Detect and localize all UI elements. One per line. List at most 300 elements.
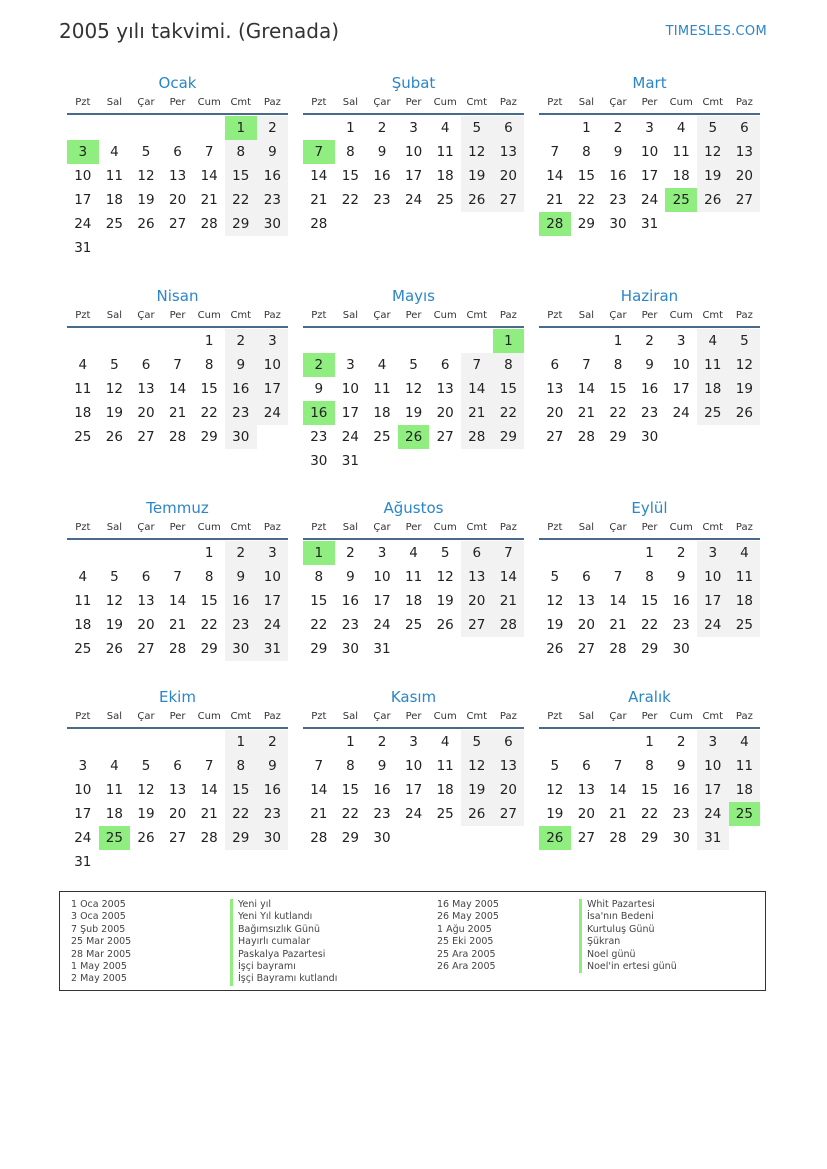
- day-cell[interactable]: 22: [640, 617, 659, 633]
- day-cell[interactable]: 8: [346, 758, 355, 774]
- day-cell[interactable]: 17: [640, 168, 659, 184]
- day-cell[interactable]: 13: [168, 168, 187, 184]
- day-cell[interactable]: 23: [310, 429, 328, 445]
- day-cell[interactable]: 7: [613, 758, 623, 774]
- day-cell[interactable]: 19: [105, 617, 123, 633]
- day-cell[interactable]: 11: [105, 782, 123, 798]
- day-cell[interactable]: 19: [436, 593, 454, 609]
- day-cell[interactable]: 7: [173, 357, 182, 373]
- day-cell[interactable]: 12: [697, 140, 729, 164]
- day-cell[interactable]: 31: [341, 453, 359, 469]
- day-cell[interactable]: 27: [577, 641, 595, 657]
- day-cell[interactable]: 25: [436, 806, 454, 822]
- day-cell[interactable]: 2: [645, 333, 654, 349]
- day-cell[interactable]: 30: [225, 425, 257, 449]
- day-cell[interactable]: 26: [137, 216, 155, 232]
- holiday-day-cell[interactable]: 28: [539, 212, 571, 236]
- day-cell[interactable]: 5: [409, 357, 418, 373]
- day-cell[interactable]: 17: [697, 589, 729, 613]
- day-cell[interactable]: 5: [440, 545, 450, 561]
- day-cell[interactable]: 15: [341, 782, 359, 798]
- day-cell[interactable]: 24: [404, 806, 423, 822]
- day-cell[interactable]: 15: [341, 168, 359, 184]
- day-cell[interactable]: 14: [609, 782, 627, 798]
- day-cell[interactable]: 6: [461, 541, 493, 565]
- day-cell[interactable]: 1: [346, 120, 355, 136]
- day-cell[interactable]: 19: [404, 405, 423, 421]
- day-cell[interactable]: 22: [609, 405, 627, 421]
- day-cell[interactable]: 7: [204, 144, 214, 160]
- day-cell[interactable]: 6: [493, 730, 525, 754]
- day-cell[interactable]: 28: [168, 641, 187, 657]
- day-cell[interactable]: 30: [257, 212, 289, 236]
- day-cell[interactable]: 10: [404, 758, 423, 774]
- day-cell[interactable]: 22: [200, 405, 218, 421]
- day-cell[interactable]: 23: [672, 617, 690, 633]
- day-cell[interactable]: 3: [409, 734, 418, 750]
- day-cell[interactable]: 29: [640, 830, 659, 846]
- day-cell[interactable]: 8: [493, 353, 525, 377]
- day-cell[interactable]: 18: [436, 782, 454, 798]
- day-cell[interactable]: 26: [729, 401, 761, 425]
- day-cell[interactable]: 20: [461, 589, 493, 613]
- day-cell[interactable]: 21: [577, 405, 595, 421]
- day-cell[interactable]: 16: [609, 168, 627, 184]
- day-cell[interactable]: 24: [640, 192, 659, 208]
- day-cell[interactable]: 8: [204, 569, 214, 585]
- day-cell[interactable]: 7: [173, 569, 182, 585]
- day-cell[interactable]: 20: [168, 192, 187, 208]
- day-cell[interactable]: 15: [225, 164, 257, 188]
- day-cell[interactable]: 20: [577, 806, 595, 822]
- day-cell[interactable]: 17: [74, 192, 92, 208]
- day-cell[interactable]: 9: [377, 144, 387, 160]
- day-cell[interactable]: 16: [225, 377, 257, 401]
- day-cell[interactable]: 15: [640, 593, 659, 609]
- day-cell[interactable]: 29: [225, 826, 257, 850]
- day-cell[interactable]: 12: [137, 782, 155, 798]
- day-cell[interactable]: 31: [640, 216, 659, 232]
- day-cell[interactable]: 26: [461, 802, 493, 826]
- holiday-day-cell[interactable]: 16: [303, 401, 335, 425]
- day-cell[interactable]: 20: [493, 164, 525, 188]
- day-cell[interactable]: 19: [137, 192, 155, 208]
- day-cell[interactable]: 21: [609, 617, 627, 633]
- day-cell[interactable]: 30: [257, 826, 289, 850]
- day-cell[interactable]: 21: [461, 401, 493, 425]
- day-cell[interactable]: 26: [461, 188, 493, 212]
- day-cell[interactable]: 23: [257, 188, 289, 212]
- day-cell[interactable]: 27: [168, 830, 187, 846]
- day-cell[interactable]: 4: [78, 357, 88, 373]
- day-cell[interactable]: 21: [168, 405, 187, 421]
- holiday-day-cell[interactable]: 25: [99, 826, 131, 850]
- day-cell[interactable]: 26: [137, 830, 155, 846]
- day-cell[interactable]: 9: [645, 357, 654, 373]
- day-cell[interactable]: 9: [314, 381, 324, 397]
- day-cell[interactable]: 6: [493, 116, 525, 140]
- day-cell[interactable]: 8: [645, 569, 654, 585]
- day-cell[interactable]: 27: [137, 429, 155, 445]
- holiday-day-cell[interactable]: 1: [493, 329, 525, 353]
- day-cell[interactable]: 18: [404, 593, 423, 609]
- day-cell[interactable]: 2: [676, 734, 686, 750]
- day-cell[interactable]: 14: [310, 782, 328, 798]
- day-cell[interactable]: 10: [404, 144, 423, 160]
- day-cell[interactable]: 10: [672, 357, 690, 373]
- day-cell[interactable]: 13: [436, 381, 454, 397]
- day-cell[interactable]: 3: [409, 120, 418, 136]
- day-cell[interactable]: 15: [200, 593, 218, 609]
- day-cell[interactable]: 25: [697, 401, 729, 425]
- day-cell[interactable]: 28: [461, 425, 493, 449]
- day-cell[interactable]: 12: [105, 381, 123, 397]
- day-cell[interactable]: 3: [697, 541, 729, 565]
- day-cell[interactable]: 23: [373, 192, 391, 208]
- day-cell[interactable]: 1: [204, 333, 214, 349]
- day-cell[interactable]: 27: [461, 613, 493, 637]
- day-cell[interactable]: 2: [225, 541, 257, 565]
- day-cell[interactable]: 22: [640, 806, 659, 822]
- day-cell[interactable]: 30: [672, 641, 690, 657]
- day-cell[interactable]: 31: [373, 641, 391, 657]
- day-cell[interactable]: 14: [461, 377, 493, 401]
- day-cell[interactable]: 9: [676, 569, 686, 585]
- day-cell[interactable]: 8: [225, 140, 257, 164]
- day-cell[interactable]: 8: [314, 569, 324, 585]
- day-cell[interactable]: 11: [697, 353, 729, 377]
- day-cell[interactable]: 27: [493, 802, 525, 826]
- day-cell[interactable]: 5: [550, 569, 560, 585]
- day-cell[interactable]: 7: [204, 758, 214, 774]
- day-cell[interactable]: 24: [373, 617, 391, 633]
- day-cell[interactable]: 22: [200, 617, 218, 633]
- day-cell[interactable]: 15: [577, 168, 595, 184]
- day-cell[interactable]: 24: [74, 830, 92, 846]
- day-cell[interactable]: 10: [74, 782, 92, 798]
- day-cell[interactable]: 10: [640, 144, 659, 160]
- day-cell[interactable]: 20: [137, 617, 155, 633]
- day-cell[interactable]: 14: [200, 168, 218, 184]
- day-cell[interactable]: 14: [577, 381, 595, 397]
- day-cell[interactable]: 28: [609, 641, 627, 657]
- day-cell[interactable]: 23: [373, 806, 391, 822]
- day-cell[interactable]: 12: [137, 168, 155, 184]
- day-cell[interactable]: 17: [672, 381, 690, 397]
- day-cell[interactable]: 25: [105, 216, 123, 232]
- day-cell[interactable]: 3: [676, 333, 686, 349]
- holiday-day-cell[interactable]: 1: [225, 116, 257, 140]
- day-cell[interactable]: 22: [310, 617, 328, 633]
- day-cell[interactable]: 18: [729, 589, 761, 613]
- day-cell[interactable]: 6: [550, 357, 560, 373]
- holiday-day-cell[interactable]: 25: [729, 802, 761, 826]
- day-cell[interactable]: 10: [74, 168, 92, 184]
- day-cell[interactable]: 23: [640, 405, 659, 421]
- day-cell[interactable]: 4: [440, 120, 450, 136]
- day-cell[interactable]: 13: [137, 381, 155, 397]
- day-cell[interactable]: 11: [373, 381, 391, 397]
- day-cell[interactable]: 21: [310, 806, 328, 822]
- day-cell[interactable]: 29: [200, 429, 218, 445]
- day-cell[interactable]: 29: [609, 429, 627, 445]
- day-cell[interactable]: 4: [440, 734, 450, 750]
- day-cell[interactable]: 14: [546, 168, 564, 184]
- day-cell[interactable]: 17: [404, 168, 423, 184]
- day-cell[interactable]: 26: [436, 617, 454, 633]
- day-cell[interactable]: 31: [74, 240, 92, 256]
- day-cell[interactable]: 12: [546, 593, 564, 609]
- day-cell[interactable]: 1: [645, 545, 654, 561]
- day-cell[interactable]: 4: [110, 144, 119, 160]
- day-cell[interactable]: 25: [74, 429, 92, 445]
- day-cell[interactable]: 3: [645, 120, 654, 136]
- day-cell[interactable]: 23: [609, 192, 627, 208]
- day-cell[interactable]: 22: [225, 188, 257, 212]
- day-cell[interactable]: 13: [729, 140, 761, 164]
- day-cell[interactable]: 6: [141, 357, 151, 373]
- day-cell[interactable]: 4: [729, 730, 761, 754]
- day-cell[interactable]: 25: [436, 192, 454, 208]
- day-cell[interactable]: 1: [225, 730, 257, 754]
- day-cell[interactable]: 7: [613, 569, 623, 585]
- day-cell[interactable]: 22: [577, 192, 595, 208]
- day-cell[interactable]: 14: [200, 782, 218, 798]
- day-cell[interactable]: 16: [225, 589, 257, 613]
- day-cell[interactable]: 27: [137, 641, 155, 657]
- day-cell[interactable]: 30: [225, 637, 257, 661]
- day-cell[interactable]: 26: [546, 641, 564, 657]
- day-cell[interactable]: 16: [373, 782, 391, 798]
- day-cell[interactable]: 12: [105, 593, 123, 609]
- day-cell[interactable]: 2: [257, 116, 289, 140]
- day-cell[interactable]: 28: [200, 216, 218, 232]
- day-cell[interactable]: 12: [461, 754, 493, 778]
- day-cell[interactable]: 5: [110, 357, 119, 373]
- day-cell[interactable]: 28: [200, 830, 218, 846]
- day-cell[interactable]: 23: [225, 401, 257, 425]
- day-cell[interactable]: 13: [577, 782, 595, 798]
- day-cell[interactable]: 10: [697, 754, 729, 778]
- day-cell[interactable]: 23: [341, 617, 359, 633]
- day-cell[interactable]: 14: [609, 593, 627, 609]
- day-cell[interactable]: 10: [257, 565, 289, 589]
- day-cell[interactable]: 29: [577, 216, 595, 232]
- day-cell[interactable]: 12: [436, 569, 454, 585]
- day-cell[interactable]: 30: [341, 641, 359, 657]
- day-cell[interactable]: 25: [373, 429, 391, 445]
- day-cell[interactable]: 26: [105, 429, 123, 445]
- day-cell[interactable]: 30: [310, 453, 328, 469]
- day-cell[interactable]: 11: [404, 569, 423, 585]
- day-cell[interactable]: 18: [373, 405, 391, 421]
- day-cell[interactable]: 27: [436, 429, 454, 445]
- day-cell[interactable]: 9: [676, 758, 686, 774]
- day-cell[interactable]: 16: [373, 168, 391, 184]
- day-cell[interactable]: 11: [729, 565, 761, 589]
- day-cell[interactable]: 9: [257, 754, 289, 778]
- day-cell[interactable]: 16: [257, 164, 289, 188]
- day-cell[interactable]: 10: [373, 569, 391, 585]
- day-cell[interactable]: 9: [346, 569, 355, 585]
- day-cell[interactable]: 1: [645, 734, 654, 750]
- day-cell[interactable]: 18: [74, 405, 92, 421]
- day-cell[interactable]: 11: [74, 381, 92, 397]
- day-cell[interactable]: 7: [493, 541, 525, 565]
- day-cell[interactable]: 11: [672, 144, 690, 160]
- day-cell[interactable]: 22: [341, 192, 359, 208]
- day-cell[interactable]: 21: [546, 192, 564, 208]
- day-cell[interactable]: 6: [141, 569, 151, 585]
- day-cell[interactable]: 24: [257, 401, 289, 425]
- day-cell[interactable]: 5: [697, 116, 729, 140]
- day-cell[interactable]: 17: [74, 806, 92, 822]
- day-cell[interactable]: 6: [582, 758, 591, 774]
- day-cell[interactable]: 18: [729, 778, 761, 802]
- day-cell[interactable]: 2: [676, 545, 686, 561]
- day-cell[interactable]: 3: [78, 758, 88, 774]
- day-cell[interactable]: 17: [257, 589, 289, 613]
- day-cell[interactable]: 18: [672, 168, 690, 184]
- day-cell[interactable]: 27: [546, 429, 564, 445]
- day-cell[interactable]: 20: [168, 806, 187, 822]
- day-cell[interactable]: 18: [105, 192, 123, 208]
- day-cell[interactable]: 30: [672, 830, 690, 846]
- day-cell[interactable]: 5: [550, 758, 560, 774]
- holiday-day-cell[interactable]: 26: [539, 826, 571, 850]
- day-cell[interactable]: 8: [613, 357, 623, 373]
- day-cell[interactable]: 4: [676, 120, 686, 136]
- day-cell[interactable]: 19: [461, 778, 493, 802]
- day-cell[interactable]: 6: [173, 758, 182, 774]
- day-cell[interactable]: 10: [697, 565, 729, 589]
- day-cell[interactable]: 11: [105, 168, 123, 184]
- day-cell[interactable]: 14: [168, 593, 187, 609]
- day-cell[interactable]: 27: [577, 830, 595, 846]
- day-cell[interactable]: 6: [582, 569, 591, 585]
- holiday-day-cell[interactable]: 1: [303, 541, 335, 565]
- holiday-day-cell[interactable]: 3: [67, 140, 99, 164]
- day-cell[interactable]: 3: [257, 329, 289, 353]
- day-cell[interactable]: 3: [346, 357, 355, 373]
- day-cell[interactable]: 9: [377, 758, 387, 774]
- day-cell[interactable]: 17: [257, 377, 289, 401]
- day-cell[interactable]: 2: [377, 734, 387, 750]
- day-cell[interactable]: 8: [225, 754, 257, 778]
- day-cell[interactable]: 2: [377, 120, 387, 136]
- day-cell[interactable]: 6: [440, 357, 450, 373]
- day-cell[interactable]: 13: [577, 593, 595, 609]
- day-cell[interactable]: 16: [257, 778, 289, 802]
- day-cell[interactable]: 9: [613, 144, 623, 160]
- day-cell[interactable]: 6: [729, 116, 761, 140]
- day-cell[interactable]: 4: [697, 329, 729, 353]
- day-cell[interactable]: 23: [257, 802, 289, 826]
- day-cell[interactable]: 14: [493, 565, 525, 589]
- day-cell[interactable]: 7: [550, 144, 560, 160]
- day-cell[interactable]: 28: [168, 429, 187, 445]
- day-cell[interactable]: 21: [168, 617, 187, 633]
- day-cell[interactable]: 10: [341, 381, 359, 397]
- day-cell[interactable]: 13: [493, 754, 525, 778]
- day-cell[interactable]: 16: [341, 593, 359, 609]
- day-cell[interactable]: 24: [672, 405, 690, 421]
- day-cell[interactable]: 19: [461, 164, 493, 188]
- day-cell[interactable]: 12: [546, 782, 564, 798]
- day-cell[interactable]: 6: [173, 144, 182, 160]
- day-cell[interactable]: 7: [314, 758, 324, 774]
- day-cell[interactable]: 29: [310, 641, 328, 657]
- day-cell[interactable]: 18: [74, 617, 92, 633]
- day-cell[interactable]: 11: [729, 754, 761, 778]
- day-cell[interactable]: 22: [493, 401, 525, 425]
- day-cell[interactable]: 14: [168, 381, 187, 397]
- day-cell[interactable]: 24: [404, 192, 423, 208]
- day-cell[interactable]: 28: [493, 613, 525, 637]
- day-cell[interactable]: 12: [461, 140, 493, 164]
- day-cell[interactable]: 13: [493, 140, 525, 164]
- day-cell[interactable]: 17: [341, 405, 359, 421]
- day-cell[interactable]: 20: [493, 778, 525, 802]
- day-cell[interactable]: 2: [225, 329, 257, 353]
- day-cell[interactable]: 30: [609, 216, 627, 232]
- day-cell[interactable]: 31: [697, 826, 729, 850]
- day-cell[interactable]: 16: [640, 381, 659, 397]
- day-cell[interactable]: 3: [377, 545, 387, 561]
- day-cell[interactable]: 5: [461, 730, 493, 754]
- day-cell[interactable]: 25: [74, 641, 92, 657]
- day-cell[interactable]: 15: [310, 593, 328, 609]
- day-cell[interactable]: 9: [225, 565, 257, 589]
- day-cell[interactable]: 24: [341, 429, 359, 445]
- day-cell[interactable]: 13: [546, 381, 564, 397]
- day-cell[interactable]: 19: [729, 377, 761, 401]
- day-cell[interactable]: 28: [310, 830, 328, 846]
- day-cell[interactable]: 12: [729, 353, 761, 377]
- brand-link[interactable]: TIMESLES.COM: [665, 24, 767, 39]
- day-cell[interactable]: 4: [377, 357, 387, 373]
- day-cell[interactable]: 9: [225, 353, 257, 377]
- day-cell[interactable]: 21: [493, 589, 525, 613]
- day-cell[interactable]: 9: [257, 140, 289, 164]
- day-cell[interactable]: 4: [729, 541, 761, 565]
- holiday-day-cell[interactable]: 2: [303, 353, 335, 377]
- day-cell[interactable]: 19: [137, 806, 155, 822]
- day-cell[interactable]: 27: [493, 188, 525, 212]
- day-cell[interactable]: 29: [225, 212, 257, 236]
- day-cell[interactable]: 5: [141, 758, 151, 774]
- day-cell[interactable]: 21: [200, 806, 218, 822]
- day-cell[interactable]: 13: [137, 593, 155, 609]
- holiday-day-cell[interactable]: 26: [398, 425, 430, 449]
- day-cell[interactable]: 15: [200, 381, 218, 397]
- day-cell[interactable]: 5: [110, 569, 119, 585]
- day-cell[interactable]: 23: [672, 806, 690, 822]
- day-cell[interactable]: 8: [204, 357, 214, 373]
- day-cell[interactable]: 5: [141, 144, 151, 160]
- day-cell[interactable]: 8: [645, 758, 654, 774]
- day-cell[interactable]: 23: [225, 613, 257, 637]
- day-cell[interactable]: 1: [346, 734, 355, 750]
- day-cell[interactable]: 20: [137, 405, 155, 421]
- day-cell[interactable]: 13: [461, 565, 493, 589]
- day-cell[interactable]: 19: [697, 164, 729, 188]
- day-cell[interactable]: 17: [697, 778, 729, 802]
- day-cell[interactable]: 19: [105, 405, 123, 421]
- day-cell[interactable]: 16: [672, 782, 690, 798]
- day-cell[interactable]: 7: [461, 353, 493, 377]
- day-cell[interactable]: 31: [257, 637, 289, 661]
